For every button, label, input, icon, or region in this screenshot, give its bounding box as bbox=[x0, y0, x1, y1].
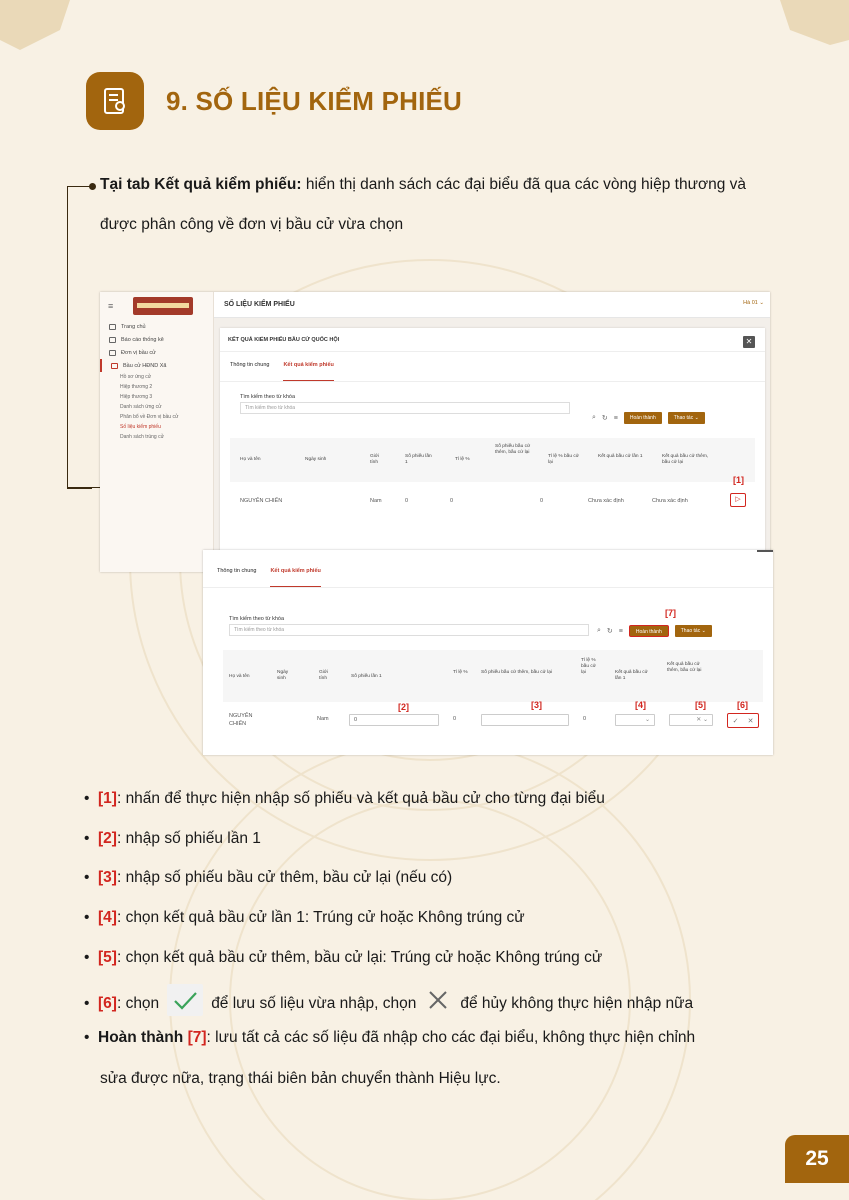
marker-4: [4] bbox=[635, 700, 646, 710]
col-result1: Kết quả bầu cử lần 1 bbox=[598, 454, 643, 459]
marker-5: [5] bbox=[695, 700, 706, 710]
page-title: 9. SỐ LIỆU KIỂM PHIẾU bbox=[166, 86, 463, 116]
col-name: Họ và tên bbox=[240, 457, 261, 462]
row-gender: Nam bbox=[370, 498, 382, 504]
row-pct2: 0 bbox=[540, 498, 544, 504]
toolbar bbox=[592, 412, 705, 424]
actions-label: Thao tác bbox=[680, 628, 701, 634]
grid-icon bbox=[111, 363, 118, 369]
bullet-1 bbox=[84, 790, 605, 808]
bullet-dot-icon: • bbox=[84, 869, 90, 886]
chart-icon bbox=[109, 337, 116, 343]
col-gender: Giới tính bbox=[319, 670, 329, 681]
row-gender: Nam bbox=[317, 716, 329, 722]
row-action-group bbox=[727, 713, 759, 728]
table-header bbox=[223, 650, 763, 702]
bullet-7 bbox=[84, 1029, 695, 1047]
sidebar-subitem[interactable]: Danh sách trúng cử bbox=[120, 434, 164, 440]
refresh-icon[interactable]: ↻ bbox=[601, 415, 608, 422]
tab-general[interactable]: Thông tin chung bbox=[230, 362, 270, 368]
done-button[interactable]: Hoàn thành bbox=[629, 625, 669, 637]
sidebar bbox=[100, 292, 214, 572]
col-dob: Ngày sinh bbox=[277, 670, 289, 681]
modal-title: KẾT QUẢ KIỂM PHIẾU BẦU CỬ QUỐC HỘI bbox=[220, 328, 765, 352]
user-name: Hà 01 bbox=[743, 300, 758, 306]
sidebar-item-label: Đơn vị bầu cử bbox=[121, 349, 156, 356]
search-icon[interactable]: ⌕ bbox=[592, 414, 596, 421]
search-input[interactable]: Tìm kiếm theo từ khóa bbox=[229, 624, 589, 636]
bullet-dot-icon: • bbox=[84, 949, 90, 966]
actions-label: Thao tác bbox=[673, 415, 694, 421]
menu-icon[interactable]: ≡ bbox=[108, 301, 114, 311]
bullet-text: : chọn bbox=[116, 995, 160, 1013]
marker-7: [7] bbox=[665, 608, 676, 618]
search-icon[interactable]: ⌕ bbox=[597, 627, 601, 634]
col-result2: Kết quả bầu cử thêm, bầu cử lại bbox=[662, 454, 709, 465]
bullet-text: : nhấn để thực hiện nhập số phiếu và kết quả bầu cử cho từng đại biểu bbox=[116, 790, 605, 807]
logo bbox=[133, 297, 193, 315]
sidebar-subitem[interactable]: Phân bổ về Đơn vị bầu cử bbox=[120, 414, 179, 420]
col-pct2: Tỉ lệ % bầu cử lại bbox=[548, 454, 579, 465]
row-pct1: 0 bbox=[450, 498, 454, 504]
table-header bbox=[230, 438, 755, 482]
grid-icon bbox=[109, 350, 116, 356]
row-result1: Chưa xác định bbox=[588, 498, 624, 504]
page-number: 25 bbox=[785, 1135, 849, 1183]
sidebar-subitem-active[interactable]: Số liệu kiểm phiếu bbox=[120, 424, 161, 430]
chevron-down-icon: ⌄ bbox=[702, 717, 708, 723]
sidebar-subitem[interactable]: Danh sách ứng cử bbox=[120, 404, 162, 410]
sidebar-item-reports[interactable] bbox=[100, 333, 213, 346]
bullet-dot-icon: • bbox=[84, 995, 90, 1013]
screenshot-edit-row bbox=[203, 550, 773, 755]
result1-select[interactable] bbox=[615, 714, 655, 726]
col-pct1: Tỉ lệ % bbox=[455, 457, 470, 462]
intro-line-2: được phân công về đơn vị bầu cử vừa chọn bbox=[100, 216, 404, 233]
scroll-indicator bbox=[757, 550, 773, 552]
bullet-label: [1] bbox=[98, 790, 117, 807]
row-votes1: 0 bbox=[405, 498, 409, 504]
bullet-dot-icon: • bbox=[84, 790, 90, 807]
toolbar bbox=[597, 625, 712, 637]
row-pct2: 0 bbox=[583, 716, 587, 722]
bullet-label: [3] bbox=[98, 869, 117, 886]
topbar bbox=[214, 292, 770, 318]
chevron-down-icon: ⌄ bbox=[644, 717, 650, 723]
bullet-text: : nhập số phiếu bầu cử thêm, bầu cử lại (nếu có) bbox=[116, 869, 453, 886]
filter-icon[interactable]: ≡ bbox=[618, 627, 623, 635]
col-pct1: Tỉ lệ % bbox=[453, 670, 468, 675]
votes1-input[interactable]: 0 bbox=[349, 714, 439, 726]
bullet-bold: Hoàn thành bbox=[98, 1029, 184, 1046]
clear-icon: ✕ bbox=[696, 717, 702, 723]
actions-button[interactable]: Thao tác ⌄ bbox=[668, 412, 705, 424]
search-label: Tìm kiếm theo từ khóa bbox=[240, 394, 296, 400]
bullet-dot-icon: • bbox=[84, 830, 90, 847]
intro-line-1 bbox=[100, 176, 746, 194]
marker-3: [3] bbox=[531, 700, 542, 710]
search-label: Tìm kiếm theo từ khóa bbox=[229, 616, 285, 622]
tab-results[interactable]: Kết quả kiểm phiếu bbox=[270, 568, 320, 587]
bullet-label: [5] bbox=[98, 949, 117, 966]
col-votes1: Số phiếu lần 1 bbox=[405, 454, 432, 465]
bullet-label: [2] bbox=[98, 830, 117, 847]
col-name: Họ và tên bbox=[229, 674, 250, 679]
sidebar-item-home[interactable] bbox=[100, 320, 213, 333]
bullet-dot-icon: • bbox=[84, 1029, 90, 1046]
votes2-input[interactable] bbox=[481, 714, 569, 726]
close-icon bbox=[424, 986, 452, 1014]
filter-icon[interactable]: ≡ bbox=[613, 414, 618, 422]
edit-icon: ▷ bbox=[735, 496, 741, 503]
marker-6: [6] bbox=[737, 700, 748, 710]
sidebar-item-label: Bầu cử HĐND Xã bbox=[123, 362, 167, 369]
row-result2: Chưa xác định bbox=[652, 498, 688, 504]
tab-bar bbox=[220, 352, 765, 382]
search-input[interactable]: Tìm kiếm theo từ khóa bbox=[240, 402, 570, 414]
home-icon bbox=[109, 324, 116, 330]
col-result2: Kết quả bầu cử thêm, bầu cử lại bbox=[667, 662, 702, 673]
close-icon[interactable]: ✕ bbox=[743, 336, 755, 348]
connector-line bbox=[67, 186, 92, 489]
sidebar-item-units[interactable] bbox=[100, 346, 213, 359]
results-modal bbox=[220, 328, 765, 558]
bullet-3 bbox=[84, 869, 452, 887]
bullet-text: : chọn kết quả bầu cử lần 1: Trúng cử hoặc Không trúng cử bbox=[116, 909, 525, 926]
user-menu[interactable]: Hà 01 ⌄ bbox=[743, 300, 764, 306]
sidebar-item-label: Báo cáo thống kê bbox=[121, 336, 164, 343]
intro-bold: Tại tab Kết quả kiểm phiếu: bbox=[100, 176, 302, 193]
screenshot-results-list bbox=[100, 292, 770, 572]
bullet-text: : lưu tất cả các số liệu đã nhập cho các đại biểu, không thực hiện chỉnh bbox=[206, 1029, 696, 1046]
bullet-4 bbox=[84, 909, 525, 927]
bullet-7-continuation: sửa được nữa, trạng thái biên bản chuyển thành Hiệu lực. bbox=[100, 1070, 501, 1087]
col-result1: Kết quả bầu cử lần 1 bbox=[615, 670, 648, 681]
bullet-5 bbox=[84, 949, 602, 967]
tab-bar bbox=[203, 550, 773, 588]
col-dob: Ngày sinh bbox=[305, 457, 327, 462]
bullet-label: [4] bbox=[98, 909, 117, 926]
topbar-title: SỐ LIỆU KIỂM PHIẾU bbox=[224, 301, 295, 308]
bullet-label: [7] bbox=[187, 1029, 207, 1046]
tab-results[interactable]: Kết quả kiểm phiếu bbox=[283, 362, 333, 381]
col-gender: Giới tính bbox=[370, 454, 380, 465]
col-votes1: Số phiếu lần 1 bbox=[351, 674, 382, 679]
edit-row-button[interactable] bbox=[730, 493, 746, 507]
row-name: NGUYỄN CHIẾN bbox=[240, 498, 283, 504]
bullet-dot-icon: • bbox=[84, 909, 90, 926]
intro-text-1: hiển thị danh sách các đại biểu đã qua các vòng hiệp thương và bbox=[301, 176, 747, 193]
col-pct2: Tỉ lệ % bầu cử lại bbox=[581, 658, 596, 675]
row-pct1: 0 bbox=[453, 716, 457, 722]
marker-2: [2] bbox=[398, 702, 409, 712]
bullet-6 bbox=[84, 988, 693, 1020]
col-votes2: Số phiếu bầu cử thêm, bầu cử lại bbox=[481, 670, 552, 675]
bullet-text: để lưu số liệu vừa nhập, chọn bbox=[211, 995, 417, 1013]
sidebar-subitem[interactable]: Hiệp thương 3 bbox=[120, 394, 153, 400]
tab-general[interactable]: Thông tin chung bbox=[217, 568, 257, 574]
bullet-text: : nhập số phiếu lần 1 bbox=[116, 830, 261, 847]
marker-1: [1] bbox=[733, 475, 744, 485]
result2-select[interactable] bbox=[669, 714, 713, 726]
sidebar-subitem[interactable]: Hiệp thương 2 bbox=[120, 384, 153, 390]
actions-button[interactable]: Thao tác ⌄ bbox=[675, 625, 712, 637]
bullet-text: : chọn kết quả bầu cử thêm, bầu cử lại: Trúng cử hoặc Không trúng cử bbox=[116, 949, 603, 966]
bullet-label: [6] bbox=[98, 995, 117, 1013]
row-name: NGUYỄN CHIẾN bbox=[229, 713, 253, 727]
bullet-text: để hủy không thực hiện nhập nữa bbox=[460, 995, 694, 1013]
sidebar-item-commune[interactable] bbox=[100, 359, 213, 372]
sidebar-subitem[interactable]: Hồ sơ ứng cử bbox=[120, 374, 152, 380]
check-icon[interactable]: ✓ bbox=[732, 717, 739, 725]
close-icon[interactable]: ✕ bbox=[747, 717, 754, 725]
bullet-2 bbox=[84, 830, 261, 848]
refresh-icon[interactable]: ↻ bbox=[606, 628, 613, 635]
sidebar-item-label: Trang chủ bbox=[121, 323, 146, 330]
check-icon bbox=[167, 984, 203, 1016]
done-button[interactable]: Hoàn thành bbox=[624, 412, 662, 424]
col-votes2: Số phiếu bầu cử thêm, bầu cử lại bbox=[495, 444, 531, 455]
document-icon bbox=[86, 72, 144, 130]
